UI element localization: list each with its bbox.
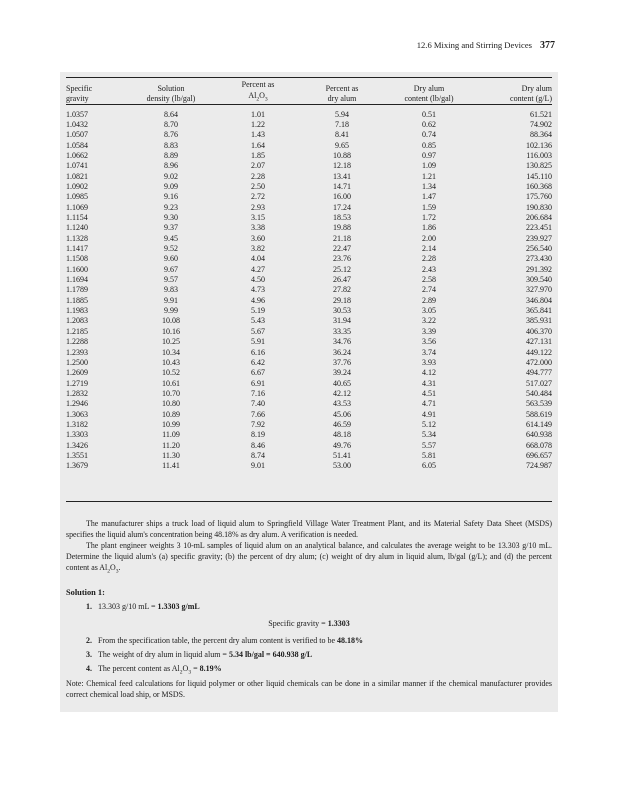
table-cell: 1.2500 bbox=[66, 357, 88, 367]
table-cell: 8.19 bbox=[251, 430, 265, 440]
table-row bbox=[66, 244, 552, 254]
table-cell: 1.0584 bbox=[66, 140, 88, 150]
table-cell: 43.53 bbox=[333, 399, 351, 409]
table-cell: 36.24 bbox=[333, 347, 351, 357]
table-cell: 1.1885 bbox=[66, 295, 88, 305]
table-row bbox=[66, 316, 552, 326]
table-cell: 1.86 bbox=[422, 223, 436, 233]
table-cell: 17.24 bbox=[333, 202, 351, 212]
table-row bbox=[66, 234, 552, 244]
table-cell: 1.0662 bbox=[66, 150, 88, 160]
table-cell: 1.3182 bbox=[66, 419, 88, 429]
table-cell: 1.01 bbox=[251, 109, 265, 119]
table-cell: 1.22 bbox=[251, 119, 265, 129]
table-cell: 10.43 bbox=[162, 357, 180, 367]
solution-step-2: 2. From the specification table, the percent dry alum content is verified to be 48.18% bbox=[86, 636, 364, 645]
table-cell: 6.91 bbox=[251, 378, 265, 388]
table-cell: 2.00 bbox=[422, 233, 436, 243]
table-cell: 1.3679 bbox=[66, 461, 88, 471]
table-row bbox=[66, 151, 552, 161]
table-cell: 25.12 bbox=[333, 264, 351, 274]
table-row bbox=[66, 120, 552, 130]
table-row bbox=[66, 420, 552, 430]
table-cell: 1.1417 bbox=[66, 244, 88, 254]
col-header-percent-dry-alum: Percent as dry alum bbox=[325, 83, 359, 104]
table-cell: 1.0985 bbox=[66, 192, 88, 202]
table-row bbox=[66, 161, 552, 171]
table-cell: 6.42 bbox=[251, 357, 265, 367]
table-cell: 8.76 bbox=[164, 130, 178, 140]
page-number: 377 bbox=[540, 40, 555, 51]
table-cell: 37.76 bbox=[333, 357, 351, 367]
table-cell: 1.1240 bbox=[66, 223, 88, 233]
table-cell: 9.01 bbox=[251, 461, 265, 471]
table-cell: 3.05 bbox=[422, 306, 436, 316]
table-cell: 472.000 bbox=[526, 357, 552, 367]
table-cell: 0.51 bbox=[422, 109, 436, 119]
table-cell: 2.14 bbox=[422, 244, 436, 254]
table-cell: 3.56 bbox=[422, 337, 436, 347]
table-row bbox=[66, 327, 552, 337]
table-cell: 1.1983 bbox=[66, 306, 88, 316]
table-cell: 102.136 bbox=[526, 140, 552, 150]
problem-paragraph-2: The plant engineer weights 3 10-mL samples of liquid alum on an analytical balance, and calculates the average weight to be 13.303 g/10 mL. Determine the liquid alum's (a) specific gravity; (b) the percent of dry alum; (c) weight of dry alum in liquid alum, lb/gal (g/L); and (d) the percent content as $Al_2O_3$. bbox=[66, 541, 552, 575]
table-cell: 1.34 bbox=[422, 182, 436, 191]
table-row bbox=[66, 285, 552, 295]
table-row bbox=[66, 296, 552, 306]
table-row bbox=[66, 399, 552, 409]
table-cell: 4.31 bbox=[422, 378, 436, 388]
table-cell: 206.684 bbox=[526, 213, 552, 223]
table-cell: 0.62 bbox=[422, 119, 436, 129]
table-cell: 3.82 bbox=[251, 244, 265, 254]
table-cell: 4.50 bbox=[251, 275, 265, 285]
table-cell: 449.122 bbox=[526, 347, 552, 357]
table-row bbox=[66, 461, 552, 471]
table-cell: 9.60 bbox=[164, 254, 178, 264]
table-cell: 10.70 bbox=[162, 388, 180, 398]
table-cell: 6.67 bbox=[251, 368, 265, 378]
specific-gravity-result: Specific gravity = 1.3303 bbox=[268, 619, 350, 628]
table-cell: 9.67 bbox=[164, 264, 178, 274]
table-cell: 1.47 bbox=[422, 192, 436, 202]
table-cell: 4.04 bbox=[251, 254, 265, 264]
table-header-row bbox=[66, 80, 552, 105]
table-row bbox=[66, 275, 552, 285]
solution-step-1: 1. 13.303 g/10 mL = 1.3303 g/mL bbox=[86, 602, 200, 611]
table-cell: 291.392 bbox=[526, 264, 552, 274]
table-cell: 10.99 bbox=[162, 419, 180, 429]
table-cell: 563.539 bbox=[526, 399, 552, 409]
table-cell: 19.88 bbox=[333, 223, 351, 233]
table-cell: 4.71 bbox=[422, 399, 436, 409]
table-cell: 3.39 bbox=[422, 326, 436, 336]
table-cell: 540.484 bbox=[526, 388, 552, 398]
table-cell: 494.777 bbox=[526, 368, 552, 378]
table-cell: 0.85 bbox=[422, 140, 436, 150]
table-cell: 3.15 bbox=[251, 213, 265, 223]
table-cell: 34.76 bbox=[333, 337, 351, 347]
table-cell: 5.91 bbox=[251, 337, 265, 347]
table-cell: 6.05 bbox=[422, 461, 436, 471]
table-cell: 9.57 bbox=[164, 275, 178, 285]
table-cell: 11.30 bbox=[162, 450, 180, 460]
table-cell: 1.1600 bbox=[66, 264, 88, 274]
table-cell: 16.00 bbox=[333, 192, 351, 202]
table-row bbox=[66, 130, 552, 140]
table-cell: 5.19 bbox=[251, 306, 265, 316]
table-cell: 1.1328 bbox=[66, 233, 88, 243]
table-cell: 1.1069 bbox=[66, 202, 88, 212]
table-cell: 3.93 bbox=[422, 357, 436, 367]
table-cell: 10.34 bbox=[162, 347, 180, 357]
table-cell: 9.16 bbox=[164, 192, 178, 202]
table-cell: 1.0357 bbox=[66, 109, 88, 119]
table-cell: 8.41 bbox=[335, 130, 349, 140]
table-cell: 327.970 bbox=[526, 285, 552, 295]
table-row bbox=[66, 358, 552, 368]
table-cell: 40.65 bbox=[333, 378, 351, 388]
table-row bbox=[66, 192, 552, 202]
table-cell: 10.88 bbox=[333, 150, 351, 160]
table-cell: 48.18 bbox=[333, 430, 351, 440]
table-cell: 3.38 bbox=[251, 223, 265, 233]
table-cell: 1.2393 bbox=[66, 347, 88, 357]
table-cell: 1.2609 bbox=[66, 368, 88, 378]
table-cell: 1.3303 bbox=[66, 430, 88, 440]
table-cell: 53.00 bbox=[333, 461, 351, 471]
table-cell: 5.57 bbox=[422, 440, 436, 450]
running-header bbox=[417, 40, 555, 51]
table-cell: 223.451 bbox=[526, 223, 552, 233]
table-cell: 1.0741 bbox=[66, 161, 88, 171]
table-cell: 1.64 bbox=[251, 140, 265, 150]
table-cell: 1.85 bbox=[251, 150, 265, 160]
table-cell: 10.89 bbox=[162, 409, 180, 419]
table-cell: 1.2832 bbox=[66, 388, 88, 398]
table-cell: 406.370 bbox=[526, 326, 552, 336]
table-row bbox=[66, 265, 552, 275]
table-cell: 256.540 bbox=[526, 244, 552, 254]
table-cell: 427.131 bbox=[526, 337, 552, 347]
alum-specification-table bbox=[66, 80, 552, 472]
table-cell: 239.927 bbox=[526, 233, 552, 243]
table-cell: 74.902 bbox=[530, 119, 552, 129]
table-cell: 0.97 bbox=[422, 150, 436, 160]
table-row bbox=[66, 182, 552, 192]
table-cell: 5.34 bbox=[422, 430, 436, 440]
table-cell: 23.76 bbox=[333, 254, 351, 264]
table-cell: 724.987 bbox=[526, 461, 552, 471]
table-row bbox=[66, 379, 552, 389]
table-cell: 309.540 bbox=[526, 275, 552, 285]
solution-step-4: 4. The percent content as $Al_2O_3 = 8.19\%$ bbox=[86, 664, 222, 676]
table-cell: 27.82 bbox=[333, 285, 351, 295]
table-cell: 5.43 bbox=[251, 316, 265, 326]
table-cell: 385.931 bbox=[526, 316, 552, 326]
table-cell: 1.0432 bbox=[66, 119, 88, 129]
table-cell: 9.30 bbox=[164, 213, 178, 223]
table-cell: 2.58 bbox=[422, 275, 436, 285]
table-cell: 273.430 bbox=[526, 254, 552, 264]
table-row bbox=[66, 430, 552, 440]
table-cell: 2.28 bbox=[251, 171, 265, 181]
table-cell: 10.25 bbox=[162, 337, 180, 347]
table-cell: 11.41 bbox=[162, 461, 180, 471]
table-row bbox=[66, 441, 552, 451]
table-cell: 1.43 bbox=[251, 130, 265, 140]
table-cell: 1.1154 bbox=[66, 213, 88, 223]
table-cell: 9.37 bbox=[164, 223, 178, 233]
table-cell: 8.64 bbox=[164, 109, 178, 119]
table-cell: 1.21 bbox=[422, 171, 436, 181]
table-cell: 346.804 bbox=[526, 295, 552, 305]
table-cell: 10.16 bbox=[162, 326, 180, 336]
table-cell: 1.0507 bbox=[66, 130, 88, 140]
problem-paragraph-1: The manufacturer ships a truck load of liquid alum to Springfield Village Water Treatment Plant, and its Material Safety Data Sheet (MSDS) specifies the liquid alum's concentration being 48.18% as dry alum. A verification is needed. bbox=[66, 519, 552, 539]
table-cell: 6.16 bbox=[251, 347, 265, 357]
table-cell: 7.16 bbox=[251, 388, 265, 398]
table-cell: 2.07 bbox=[251, 161, 265, 171]
table-cell: 9.91 bbox=[164, 295, 178, 305]
table-cell: 7.18 bbox=[335, 119, 349, 129]
table-cell: 7.92 bbox=[251, 419, 265, 429]
table-cell: 3.60 bbox=[251, 233, 265, 243]
note-paragraph: Note: Chemical feed calculations for liquid polymer or other liquid chemicals can be done in a similar manner if the chemical manufacturer provides correct chemical load ship, or MSDS. bbox=[66, 679, 552, 699]
table-cell: 39.24 bbox=[333, 368, 351, 378]
table-cell: 21.18 bbox=[333, 233, 351, 243]
table-cell: 9.99 bbox=[164, 306, 178, 316]
table-cell: 9.83 bbox=[164, 285, 178, 295]
table-cell: 8.96 bbox=[164, 161, 178, 171]
table-cell: 9.52 bbox=[164, 244, 178, 254]
table-cell: 18.53 bbox=[333, 213, 351, 223]
col-header-percent-al2o3: Percent as $Al_2O_3$ bbox=[241, 80, 275, 103]
table-cell: 3.22 bbox=[422, 316, 436, 326]
table-row bbox=[66, 172, 552, 182]
table-cell: 365.841 bbox=[526, 306, 552, 316]
col-header-dry-alum-gl: Dry alum content (g/L) bbox=[510, 83, 552, 104]
table-row bbox=[66, 410, 552, 420]
table-cell: 696.657 bbox=[526, 450, 552, 460]
table-cell: 4.73 bbox=[251, 285, 265, 295]
section-title: 12.6 Mixing and Stirring Devices bbox=[416, 40, 532, 50]
table-cell: 33.35 bbox=[333, 326, 351, 336]
table-cell: 130.825 bbox=[526, 161, 552, 171]
table-cell: 145.110 bbox=[526, 171, 552, 181]
table-row bbox=[66, 368, 552, 378]
table-cell: 10.08 bbox=[162, 316, 180, 326]
table-cell: 517.027 bbox=[526, 378, 552, 388]
table-cell: 14.71 bbox=[333, 182, 351, 191]
table-cell: 1.72 bbox=[422, 213, 436, 223]
table-row bbox=[66, 306, 552, 316]
table-cell: 1.59 bbox=[422, 202, 436, 212]
table-cell: 1.2719 bbox=[66, 378, 88, 388]
table-cell: 1.1789 bbox=[66, 285, 88, 295]
table-cell: 1.2946 bbox=[66, 399, 88, 409]
table-row bbox=[66, 213, 552, 223]
table-cell: 5.81 bbox=[422, 450, 436, 460]
table-cell: 13.41 bbox=[333, 171, 351, 181]
table-cell: 11.20 bbox=[162, 440, 180, 450]
table-cell: 7.40 bbox=[251, 399, 265, 409]
problem-statement bbox=[66, 518, 552, 578]
table-row bbox=[66, 348, 552, 358]
table-row bbox=[66, 389, 552, 399]
table-row bbox=[66, 337, 552, 347]
table-cell: 4.51 bbox=[422, 388, 436, 398]
table-cell: 1.3063 bbox=[66, 409, 88, 419]
table-cell: 31.94 bbox=[333, 316, 351, 326]
table-cell: 51.41 bbox=[333, 450, 351, 460]
table-cell: 9.23 bbox=[164, 202, 178, 212]
solution-title: Solution 1: bbox=[66, 588, 105, 597]
table-bottom-rule bbox=[66, 501, 552, 502]
table-cell: 12.18 bbox=[333, 161, 351, 171]
table-cell: 160.368 bbox=[526, 182, 552, 191]
table-cell: 2.50 bbox=[251, 182, 265, 191]
table-cell: 61.521 bbox=[530, 109, 552, 119]
table-top-rule bbox=[66, 77, 552, 78]
table-cell: 175.760 bbox=[526, 192, 552, 202]
table-cell: 7.66 bbox=[251, 409, 265, 419]
table-cell: 2.74 bbox=[422, 285, 436, 295]
table-cell: 22.47 bbox=[333, 244, 351, 254]
table-cell: 30.53 bbox=[333, 306, 351, 316]
col-header-specific-gravity: Specific gravity bbox=[66, 83, 93, 104]
table-cell: 2.93 bbox=[251, 202, 265, 212]
table-cell: 2.28 bbox=[422, 254, 436, 264]
table-cell: 10.52 bbox=[162, 368, 180, 378]
table-cell: 29.18 bbox=[333, 295, 351, 305]
table-cell: 1.1694 bbox=[66, 275, 88, 285]
table-cell: 1.3426 bbox=[66, 440, 88, 450]
table-cell: 116.003 bbox=[526, 150, 552, 160]
solution-step-3: 3. The weight of dry alum in liquid alum = 5.34 lb/gal = 640.938 g/L bbox=[86, 650, 313, 659]
table-cell: 640.938 bbox=[526, 430, 552, 440]
table-cell: 8.83 bbox=[164, 140, 178, 150]
table-cell: 4.12 bbox=[422, 368, 436, 378]
table-cell: 2.72 bbox=[251, 192, 265, 202]
table-cell: 1.2083 bbox=[66, 316, 88, 326]
table-cell: 668.078 bbox=[526, 440, 552, 450]
table-row bbox=[66, 105, 552, 120]
table-cell: 4.27 bbox=[251, 264, 265, 274]
table-cell: 26.47 bbox=[333, 275, 351, 285]
table-cell: 9.45 bbox=[164, 233, 178, 243]
table-cell: 11.09 bbox=[162, 430, 180, 440]
table-cell: 88.364 bbox=[530, 130, 552, 140]
table-cell: 5.12 bbox=[422, 419, 436, 429]
table-cell: 1.09 bbox=[422, 161, 436, 171]
table-cell: 8.70 bbox=[164, 119, 178, 129]
table-cell: 8.46 bbox=[251, 440, 265, 450]
table-cell: 2.89 bbox=[422, 295, 436, 305]
table-cell: 9.09 bbox=[164, 182, 178, 191]
table-row bbox=[66, 223, 552, 233]
table-cell: 1.0902 bbox=[66, 182, 88, 191]
table-cell: 588.619 bbox=[526, 409, 552, 419]
table-cell: 45.06 bbox=[333, 409, 351, 419]
table-cell: 0.74 bbox=[422, 130, 436, 140]
table-row bbox=[66, 451, 552, 461]
table-cell: 8.74 bbox=[251, 450, 265, 460]
table-cell: 614.149 bbox=[526, 419, 552, 429]
table-cell: 10.61 bbox=[162, 378, 180, 388]
table-cell: 190.830 bbox=[526, 202, 552, 212]
table-cell: 1.2185 bbox=[66, 326, 88, 336]
col-header-solution-density: Solution density (lb/gal) bbox=[146, 83, 196, 104]
table-cell: 2.43 bbox=[422, 264, 436, 274]
table-cell: 46.59 bbox=[333, 419, 351, 429]
table-cell: 1.0821 bbox=[66, 171, 88, 181]
table-row bbox=[66, 203, 552, 213]
col-header-dry-alum-lbgal: Dry alum content (lb/gal) bbox=[404, 83, 454, 104]
table-row bbox=[66, 141, 552, 151]
table-cell: 4.96 bbox=[251, 295, 265, 305]
table-cell: 4.91 bbox=[422, 409, 436, 419]
table-cell: 49.76 bbox=[333, 440, 351, 450]
table-cell: 9.65 bbox=[335, 140, 349, 150]
table-cell: 1.2288 bbox=[66, 337, 88, 347]
table-cell: 5.94 bbox=[335, 109, 349, 119]
table-cell: 5.67 bbox=[251, 326, 265, 336]
table-cell: 42.12 bbox=[333, 388, 351, 398]
table-cell: 1.3551 bbox=[66, 450, 88, 460]
table-cell: 10.80 bbox=[162, 399, 180, 409]
table-cell: 9.02 bbox=[164, 171, 178, 181]
table-cell: 3.74 bbox=[422, 347, 436, 357]
table-row bbox=[66, 254, 552, 264]
table-cell: 1.1508 bbox=[66, 254, 88, 264]
table-cell: 8.89 bbox=[164, 150, 178, 160]
